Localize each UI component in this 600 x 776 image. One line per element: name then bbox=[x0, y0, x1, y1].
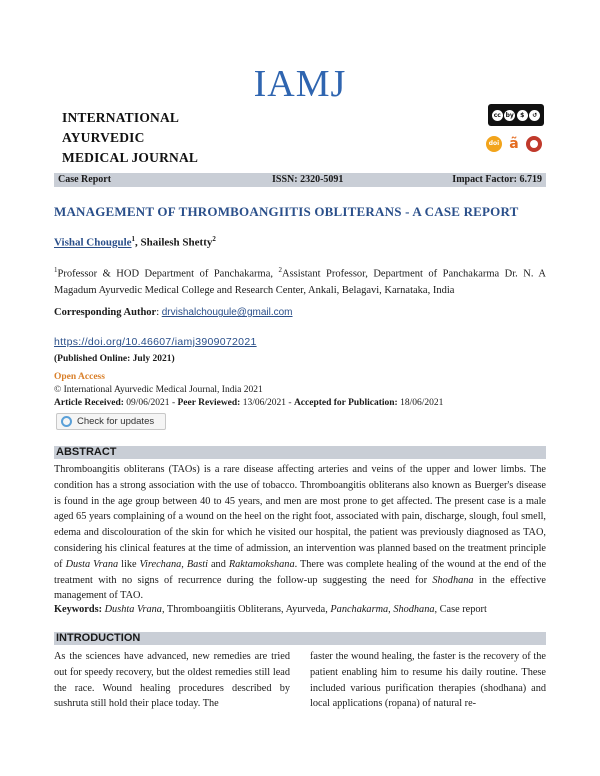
keyword: Shodhana bbox=[393, 604, 435, 615]
authors bbox=[54, 235, 216, 249]
creative-commons-license-badge[interactable] bbox=[488, 104, 544, 126]
abstract-heading: ABSTRACT bbox=[54, 446, 546, 459]
abstract-term: Virechana, Basti bbox=[139, 558, 208, 570]
check-updates-icon bbox=[61, 416, 72, 427]
abstract-term: Dusta Vrana bbox=[65, 558, 119, 570]
published-online: (Published Online: July 2021) bbox=[54, 354, 175, 364]
accepted-date: 18/06/2021 bbox=[400, 398, 444, 408]
article-meta-bar bbox=[54, 173, 546, 187]
abstract-span: and bbox=[208, 558, 229, 570]
impact-factor: Impact Factor: 6.719 bbox=[452, 174, 542, 185]
check-updates-label: Check for updates bbox=[77, 416, 155, 427]
keyword: Dushta Vrana bbox=[104, 604, 162, 615]
journal-name-line-1: INTERNATIONAL bbox=[62, 110, 180, 125]
by-icon: by bbox=[505, 111, 514, 119]
author-sup: 1 bbox=[131, 235, 136, 243]
affil-sup: 2 bbox=[278, 266, 282, 274]
affiliation-1: Professor & HOD Department of Panchakarma, bbox=[57, 268, 279, 280]
crossref-icon[interactable] bbox=[526, 136, 542, 152]
abstract-span: Thromboangitis obliterans (TAOs) is a rare disease affecting arteries and veins of the upper and lower limbs. The condition has a strong association with the use of tobacco. Thromboangitis obliterans also known as Buerger's disease is found in the age group between 40 to 45 years, and men are most prone to get affected. The present case is a male aged 65 years complaining of a wound on the heel on the right foot, associated with pain, discharge, slough, foul smell, edema and discolouration of the skin for which he visited our hospital, the patient was previously diagnosed as TAO, considering his clinical features at the time of admission, an intervention was planned based on the treatment principle of bbox=[54, 464, 546, 570]
introduction-right-column: faster the wound healing, the faster is the recovery of the patient enabling him to resume his daily routine. These included various purification therapies (shodhana) and local applications (ropana) of natural re- bbox=[310, 651, 546, 710]
author-name: Shailesh Shetty bbox=[140, 236, 213, 249]
introduction-heading: INTRODUCTION bbox=[54, 632, 546, 645]
open-access-icon: ã bbox=[509, 136, 519, 152]
abstract-span: in the effective management of TAO. bbox=[54, 574, 546, 602]
keyword-span: , Case report bbox=[434, 604, 487, 615]
author-separator: , bbox=[135, 236, 141, 249]
author-link[interactable]: Vishal Chougule bbox=[54, 236, 132, 249]
abstract-term: Raktamokshana bbox=[228, 558, 295, 570]
accepted-label: Accepted for Publication: bbox=[293, 398, 398, 408]
corresponding-label: Corresponding Author bbox=[54, 307, 157, 318]
publisher-badges bbox=[486, 136, 542, 152]
doi-icon[interactable]: doi bbox=[486, 136, 502, 152]
check-for-updates-button[interactable] bbox=[56, 413, 166, 430]
corresponding-author: Corresponding Author: drvishalchougule@gmail.com bbox=[54, 307, 293, 318]
affiliation-2: Assistant Professor, Department of Panchakarma Dr. N. A Magadum Ayurvedic Medical College and Research Center, Ankali, Belagavi, Karnataka, India bbox=[54, 268, 546, 296]
journal-logo: IAMJ bbox=[253, 63, 347, 105]
article-dates: Article Received: 09/06/2021 - Peer Reviewed: 13/06/2021 - Accepted for Publication: 18/06/2021 bbox=[54, 398, 444, 408]
abstract-span: . There was complete healing of the wound at the end of the treatment with no signs of recurrence during the follow-up suggesting the need for bbox=[54, 558, 547, 586]
keyword-span: , bbox=[388, 604, 394, 615]
author-sup: 2 bbox=[212, 235, 216, 243]
affiliations bbox=[54, 262, 546, 299]
peer-date: 13/06/2021 bbox=[242, 398, 287, 408]
keyword: Panchakarma bbox=[330, 604, 389, 615]
abstract-span: like bbox=[118, 558, 140, 570]
open-access-label: Open Access bbox=[54, 372, 105, 382]
received-date: 09/06/2021 bbox=[126, 398, 170, 408]
issn: ISSN: 2320-5091 bbox=[272, 174, 344, 185]
journal-name-line-3: MEDICAL JOURNAL bbox=[62, 150, 199, 165]
nc-icon: $ bbox=[517, 110, 528, 121]
corresponding-email-link[interactable]: drvishalchougule@gmail.com bbox=[161, 307, 293, 318]
affil-sup: 1 bbox=[54, 266, 58, 274]
keywords-label: Keywords: bbox=[54, 604, 103, 615]
sa-icon: ↺ bbox=[529, 110, 540, 121]
keyword-span: , Thromboangiitis Obliterans, Ayurveda, bbox=[161, 604, 331, 615]
keywords bbox=[54, 604, 546, 615]
cc-icon: cc bbox=[493, 111, 501, 119]
introduction-left-column: As the sciences have advanced, new remedies are tried out for speedy recovery, but the oldest remedies still lead the race. Wound healing procedures described by sushruta still hold their place today. The bbox=[54, 651, 290, 710]
doi-link[interactable]: https://doi.org/10.46607/iamj3909072021 bbox=[54, 336, 257, 348]
peer-label: Peer Reviewed: bbox=[177, 398, 241, 408]
article-type: Case Report bbox=[58, 174, 112, 185]
abstract-term: Shodhana bbox=[432, 574, 474, 586]
journal-name-line-2: AYURVEDIC bbox=[62, 130, 145, 145]
abstract-text bbox=[54, 462, 546, 604]
received-label: Article Received: bbox=[54, 398, 124, 408]
copyright: © International Ayurvedic Medical Journal, India 2021 bbox=[54, 385, 263, 395]
journal-name bbox=[62, 108, 198, 168]
article-title: MANAGEMENT OF THROMBOANGIITIS OBLITERANS - A CASE REPORT bbox=[54, 204, 519, 219]
